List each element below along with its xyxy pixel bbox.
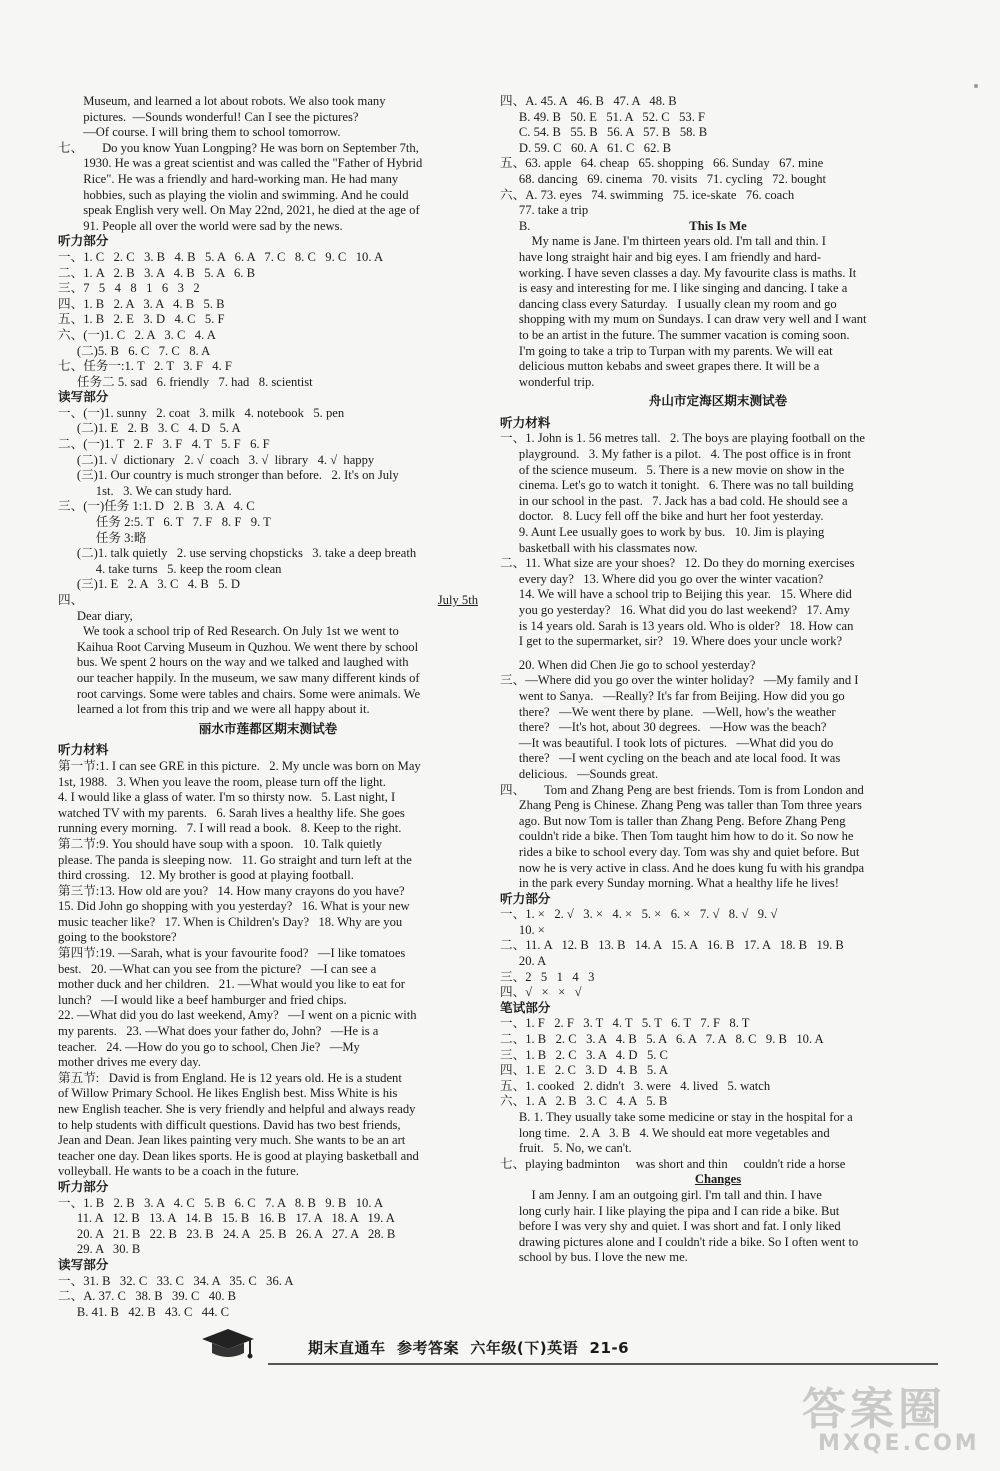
- right-column-line: I am Jenny. I am an outgoing girl. I'm tall and thin. I have: [500, 1187, 822, 1202]
- right-column-line: 七、playing badminton was short and thin couldn't ride a horse: [500, 1156, 846, 1171]
- page-footer: [198, 1337, 938, 1367]
- left-column-line: third crossing. 12. My brother is good at playing football.: [58, 868, 354, 883]
- left-column-line: speak English very well. On May 22nd, 2021, he died at the age of: [58, 203, 420, 218]
- left-column-line: 1930. He was a great scientist and was called the "Father of Hybrid: [58, 156, 423, 171]
- right-column-line: Changes: [694, 1172, 742, 1187]
- left-column-line: to help students with difficult questions. David has two best friends,: [58, 1117, 401, 1132]
- left-column-line: 29. A 30. B: [58, 1242, 141, 1257]
- right-column-line: there? —We went there by plane. —Well, how's the weather: [500, 704, 836, 719]
- right-column-line: [500, 650, 936, 658]
- footer-rule: [268, 1363, 938, 1365]
- right-column-line: playground. 3. My father is a pilot. 4. The post office is in front: [500, 447, 852, 462]
- right-column-line: 四、A. 45. A 46. B 47. A 48. B: [500, 94, 677, 108]
- right-column-line: couldn't ride a bike. Then Tom taught him how to do it. So now he: [500, 829, 854, 844]
- left-column-line: 一、1. B 2. B 3. A 4. C 5. B 6. C 7. A 8. B 9. B 10. A: [58, 1195, 384, 1210]
- right-column-line: 10. ×: [500, 922, 545, 937]
- right-column-line: I get to the supermarket, sir? 19. Where does your uncle work?: [500, 634, 843, 649]
- right-column-line: long curly hair. I like playing the pipa and I can ride a bike. But: [500, 1203, 840, 1218]
- left-column-line: 一、31. B 32. C 33. C 34. A 35. C 36. A: [58, 1273, 294, 1288]
- left-column-line: We took a school trip of Red Research. On July 1st we went to: [58, 624, 399, 639]
- left-column: [58, 94, 478, 1320]
- left-column-line: 四、 July 5th: [58, 593, 478, 607]
- right-column-line: B. 1. They usually take some medicine or stay in the hospital for a: [500, 1110, 853, 1124]
- corner-dot: [974, 84, 978, 88]
- left-column-line: mother drives me every day.: [58, 1055, 201, 1070]
- right-column-line: 六、A. 73. eyes 74. swimming 75. ice-skate 76. coach: [500, 187, 795, 202]
- watermark: [772, 1373, 982, 1463]
- right-column-line: 四、1. E 2. C 3. D 4. B 5. A: [500, 1063, 668, 1078]
- left-column-line: 听力材料: [58, 743, 109, 758]
- right-column-line: before I was very shy and quiet. I was short and fat. I only liked: [500, 1219, 841, 1234]
- right-column-line: school by bus. I love the new me.: [500, 1250, 688, 1265]
- left-column-line: teacher one day. Dean likes sports. He is good at playing basketball and: [58, 1148, 419, 1163]
- left-column-line: B. 41. B 42. B 43. C 44. C: [58, 1304, 230, 1319]
- right-column-line: delicious mutton kebabs and sweet grapes there. It will be a: [500, 359, 820, 374]
- right-column-line: 20. When did Chen Jie go to school yesterday?: [500, 657, 756, 672]
- left-column-line: learned a lot from this trip and we were all happy about it.: [58, 702, 370, 717]
- left-column-line: Museum, and learned a lot about robots. We also took many: [58, 94, 386, 108]
- left-column-line: (二)1. talk quietly 2. use serving chopsticks 3. take a deep breath: [58, 546, 417, 561]
- right-column-line: is easy and interesting for me. I like singing and dancing. I take a: [500, 281, 848, 296]
- right-column-line: is 14 years old. Sarah is 13 years old. Who is older? 18. How can: [500, 618, 854, 633]
- left-column-line: of Willow Primary School. He likes English best. Miss White is his: [58, 1086, 398, 1101]
- right-column-line: My name is Jane. I'm thirteen years old. I'm tall and thin. I: [500, 234, 826, 249]
- right-column-line: 五、1. cooked 2. didn't 3. were 4. lived 5. watch: [500, 1078, 771, 1093]
- left-column-line: 20. A 21. B 22. B 23. B 24. A 25. B 26. A 27. A 28. B: [58, 1226, 396, 1241]
- left-column-line: 七、任务一:1. T 2. T 3. F 4. F: [58, 359, 232, 374]
- left-column-line: Jean and Dean. Jean likes painting very much. She wants to be an art: [58, 1133, 406, 1148]
- left-column-line: Rice". He was a friendly and hard-working man. He had many: [58, 171, 399, 186]
- right-column-line: long time. 2. A 3. B 4. We should eat more vegetables and: [500, 1125, 830, 1140]
- left-column-line: 91. People all over the world were sad by the news.: [58, 218, 343, 233]
- right-column-line: 一、1. John is 1. 56 metres tall. 2. The boys are playing football on the: [500, 431, 865, 446]
- right-column: [500, 94, 936, 1266]
- left-column-line: best. 20. —What can you see from the picture? —I can see a: [58, 961, 377, 976]
- left-column-line: 三、(一)任务 1:1. D 2. B 3. A 4. C: [58, 499, 255, 514]
- left-column-line: 15. Did John go shopping with you yesterday? 16. What is your new: [58, 899, 410, 914]
- left-column-line: (三)1. Our country is much stronger than before. 2. It's on July: [58, 468, 399, 483]
- right-column-line: Zhang Peng is Chinese. Zhang Peng was taller than Tom three years: [500, 798, 862, 813]
- footer-text: 期末直通车 参考答案 六年级(下)英语 21-6: [308, 1339, 630, 1357]
- left-column-line: lunch? —I would like a beef hamburger and fried chips.: [58, 992, 347, 1007]
- watermark-url: MXQE.COM: [818, 1431, 980, 1456]
- left-column-line: my parents. 23. —What does your father do, John? —He is a: [58, 1024, 379, 1039]
- essay-title: This Is Me: [689, 218, 747, 233]
- left-column-line: —Of course. I will bring them to school tomorrow.: [58, 125, 341, 140]
- right-column-line: delicious. —Sounds great.: [500, 766, 659, 781]
- right-column-line: 一、1. F 2. F 3. T 4. T 5. T 6. T 7. F 8. T: [500, 1016, 750, 1031]
- left-column-line: 听力部分: [58, 1179, 109, 1194]
- right-column-line: in the park every Sunday morning. What a healthy life he lives!: [500, 876, 840, 891]
- right-column-line: 舟山市定海区期末测试卷: [648, 394, 788, 409]
- right-column-line: every day? 13. Where did you go over the winter vacation?: [500, 571, 824, 586]
- left-column-line: pictures. —Sounds wonderful! Can I see the pictures?: [58, 109, 359, 124]
- left-column-line: 任务二 5. sad 6. friendly 7. had 8. scientist: [58, 374, 313, 389]
- left-column-line: 第二节:9. You should have soup with a spoon. 10. Talk quietly: [58, 836, 382, 851]
- left-column-line: 22. —What did you do last weekend, Amy? —I went on a picnic with: [58, 1008, 417, 1023]
- right-column-line: 听力部分: [500, 891, 551, 906]
- left-column-line: volleyball. He wants to be a coach in the future.: [58, 1164, 299, 1179]
- right-column-line: shopping with my mum on Sundays. I can draw very well and I want: [500, 312, 867, 327]
- right-column-line: 二、1. B 2. C 3. A 4. B 5. A 6. A 7. A 8. C 9. B 10. A: [500, 1032, 824, 1047]
- right-column-line: 四、 Tom and Zhang Peng are best friends. Tom is from London and: [500, 782, 864, 797]
- left-column-line: 4. I would like a glass of water. I'm so thirsty now. 5. Last night, I: [58, 790, 396, 805]
- left-column-line: 4. take turns 5. keep the room clean: [58, 561, 282, 576]
- right-column-line: wonderful trip.: [500, 374, 595, 389]
- left-column-line: new English teacher. She is very friendly and helpful and always ready: [58, 1102, 416, 1116]
- right-column-line: B. 49. B 50. E 51. A 52. C 53. F: [500, 109, 706, 124]
- right-column-line: D. 59. C 60. A 61. C 62. B: [500, 140, 672, 155]
- left-column-line: bus. We spent 2 hours on the way and we talked and laughed with: [58, 655, 409, 670]
- right-column-line: 六、1. A 2. B 3. C 4. A 5. B: [500, 1094, 668, 1109]
- right-column-line: 三、2 5 1 4 3: [500, 969, 595, 984]
- right-column-line: 9. Aunt Lee usually goes to work by bus. 10. Jim is playing: [500, 525, 825, 540]
- right-column-line: 14. We will have a school trip to Beijing this year. 15. Where did: [500, 587, 852, 602]
- left-column-line: watched TV with my parents. 6. Sarah lives a healthy life. She goes: [58, 805, 405, 820]
- left-column-line: 任务 2:5. T 6. T 7. F 8. F 9. T: [58, 515, 271, 530]
- watermark-logo: 答案圈: [802, 1384, 946, 1435]
- right-column-line: fruit. 5. No, we can't.: [500, 1141, 632, 1156]
- left-column-line: 二、(一)1. T 2. F 3. F 4. T 5. F 6. F: [58, 437, 270, 452]
- left-column-line: mother duck and her children. 21. —What would you like to eat for: [58, 977, 405, 992]
- left-column-line: 1st, 1988. 3. When you leave the room, please turn off the light.: [58, 774, 386, 789]
- right-column-line: ago. But now Tom is taller than Zhang Peng. Before Zhang Peng: [500, 813, 846, 828]
- left-column-line: 一、1. C 2. C 3. B 4. B 5. A 6. A 7. C 8. C 9. C 10. A: [58, 249, 384, 264]
- right-column-line: 20. A: [500, 954, 547, 969]
- left-column-line: 二、1. A 2. B 3. A 4. B 5. A 6. B: [58, 265, 255, 280]
- right-column-line: C. 54. B 55. B 56. A 57. B 58. B: [500, 125, 708, 140]
- right-column-line: B. This Is Me: [500, 219, 936, 235]
- right-column-line: 77. take a trip: [500, 203, 589, 218]
- right-column-line: —It was beautiful. I took lots of pictures. —What did you do: [500, 735, 834, 750]
- right-column-line: 三、1. B 2. C 3. A 4. D 5. C: [500, 1047, 668, 1062]
- left-column-line: (二)1. √ dictionary 2. √ coach 3. √ library 4. √ happy: [58, 452, 375, 467]
- left-column-line: going to the bookstore?: [58, 930, 177, 945]
- right-column-line: basketball with his classmates now.: [500, 540, 698, 555]
- left-column-line: 读写部分: [58, 1257, 109, 1272]
- right-column-line: dancing class every Saturday. I usually clean my room and go: [500, 296, 837, 311]
- left-column-line: 四、1. B 2. A 3. A 4. B 5. B: [58, 296, 225, 311]
- graduation-cap-icon: [198, 1325, 258, 1365]
- right-column-line: of the science museum. 5. There is a new movie on show in the: [500, 462, 845, 477]
- right-column-line: you go yesterday? 16. What did you do last weekend? 17. Amy: [500, 603, 850, 617]
- left-column-line: (三)1. E 2. A 3. C 4. B 5. D: [58, 577, 240, 592]
- left-column-line: please. The panda is sleeping now. 11. Go straight and turn left at the: [58, 852, 412, 867]
- left-column-line: 一、(一)1. sunny 2. coat 3. milk 4. notebook 5. pen: [58, 405, 345, 420]
- right-column-line: to be an artist in the future. The summer vacation is coming soon.: [500, 327, 850, 342]
- left-column-line: 第三节:13. How old are you? 14. How many crayons do you have?: [58, 883, 405, 898]
- left-column-line: hobbies, such as playing the violin and swimming. And he could: [58, 187, 409, 202]
- right-column-line: 二、11. A 12. B 13. B 14. A 15. A 16. B 17. A 18. B 19. B: [500, 938, 844, 953]
- left-column-line: Dear diary,: [58, 608, 133, 623]
- right-column-line: 听力材料: [500, 415, 551, 430]
- left-column-line: 五、1. B 2. E 3. D 4. C 5. F: [58, 312, 225, 327]
- right-column-line: went to Sanya. —Really? It's far from Beijing. How did you go: [500, 688, 845, 703]
- left-column-line: 11. A 12. B 13. A 14. B 15. B 16. B 17. A 18. A 19. A: [58, 1211, 395, 1226]
- left-column-line: 丽水市莲都区期末测试卷: [198, 721, 338, 736]
- right-column-line: 二、11. What size are your shoes? 12. Do they do morning exercises: [500, 556, 855, 571]
- right-column-line: there? —I went cycling on the beach and ate local food. It was: [500, 751, 841, 766]
- right-column-line: there? —It's hot, about 30 degrees. —How was the beach?: [500, 720, 827, 735]
- left-column-line: 任务 3:略: [58, 530, 147, 545]
- left-column-line: (二)5. B 6. C 7. C 8. A: [58, 343, 211, 358]
- right-column-line: 68. dancing 69. cinema 70. visits 71. cycling 72. bought: [500, 171, 826, 186]
- right-column-line: I'm going to take a trip to Turpan with my parents. We will eat: [500, 343, 833, 358]
- right-column-line: have long straight hair and big eyes. I am friendly and hard-: [500, 249, 822, 264]
- right-column-line: 一、1. × 2. √ 3. × 4. × 5. × 6. × 7. √ 8. √ 9. √: [500, 907, 778, 922]
- left-column-line: 第一节:1. I can see GRE in this picture. 2. My uncle was born on May: [58, 758, 421, 773]
- right-column-line: 笔试部分: [500, 1000, 551, 1015]
- right-column-line: drawing pictures alone and I couldn't ride a bike. So I often went to: [500, 1234, 859, 1249]
- right-column-line: 三、—Where did you go over the winter holiday? —My family and I: [500, 673, 859, 688]
- left-column-line: teacher. 24. —How do you go to school, Chen Jie? —My: [58, 1039, 360, 1054]
- right-column-line: now he is very active in class. And he does kung fu with his grandpa: [500, 860, 865, 875]
- right-column-line: doctor. 8. Lucy fell off the bike and hurt her foot yesterday.: [500, 509, 824, 524]
- left-column-line: 读写部分: [58, 390, 109, 405]
- left-column-line: root carvings. Some were tables and chairs. Some were animals. We: [58, 686, 421, 701]
- left-column-line: 三、7 5 4 8 1 6 3 2: [58, 281, 200, 296]
- left-column-line: 六、(一)1. C 2. A 3. C 4. A: [58, 327, 216, 342]
- left-column-line: 二、A. 37. C 38. B 39. C 40. B: [58, 1289, 237, 1304]
- right-column-line: working. I have seven classes a day. My favourite class is maths. It: [500, 265, 857, 280]
- diary-date: July 5th: [437, 593, 478, 607]
- right-column-line: in our school in the past. 7. Jack has a bad cold. He should see a: [500, 493, 848, 508]
- right-column-line: 五、63. apple 64. cheap 65. shopping 66. Sunday 67. mine: [500, 156, 824, 171]
- left-column-line: 1st. 3. We can study hard.: [58, 483, 232, 498]
- right-column-line: rides a bike to school every day. Tom was shy and quiet before. But: [500, 844, 860, 859]
- right-column-line: 四、√ × × √: [500, 985, 582, 1000]
- left-column-line: running every morning. 7. I will read a book. 8. Keep to the right.: [58, 821, 402, 836]
- left-column-line: 第五节: David is from England. He is 12 years old. He is a student: [58, 1070, 402, 1085]
- left-column-line: 第四节:19. —Sarah, what is your favourite food? —I like tomatoes: [58, 946, 406, 961]
- right-column-line: cinema. Let's go to watch it tonight. 6. There was no tall building: [500, 478, 854, 493]
- left-column-line: 听力部分: [58, 234, 109, 249]
- left-column-line: (二)1. E 2. B 3. C 4. D 5. A: [58, 421, 241, 436]
- left-column-line: music teacher like? 17. When is Children's Day? 18. Why are you: [58, 914, 403, 929]
- left-column-line: Kaihua Root Carving Museum in Quzhou. We went there by school: [58, 639, 419, 654]
- left-column-line: 七、 Do you know Yuan Longping? He was born on September 7th,: [58, 140, 419, 155]
- left-column-line: our teacher happily. In the museum, we saw many different kinds of: [58, 670, 420, 685]
